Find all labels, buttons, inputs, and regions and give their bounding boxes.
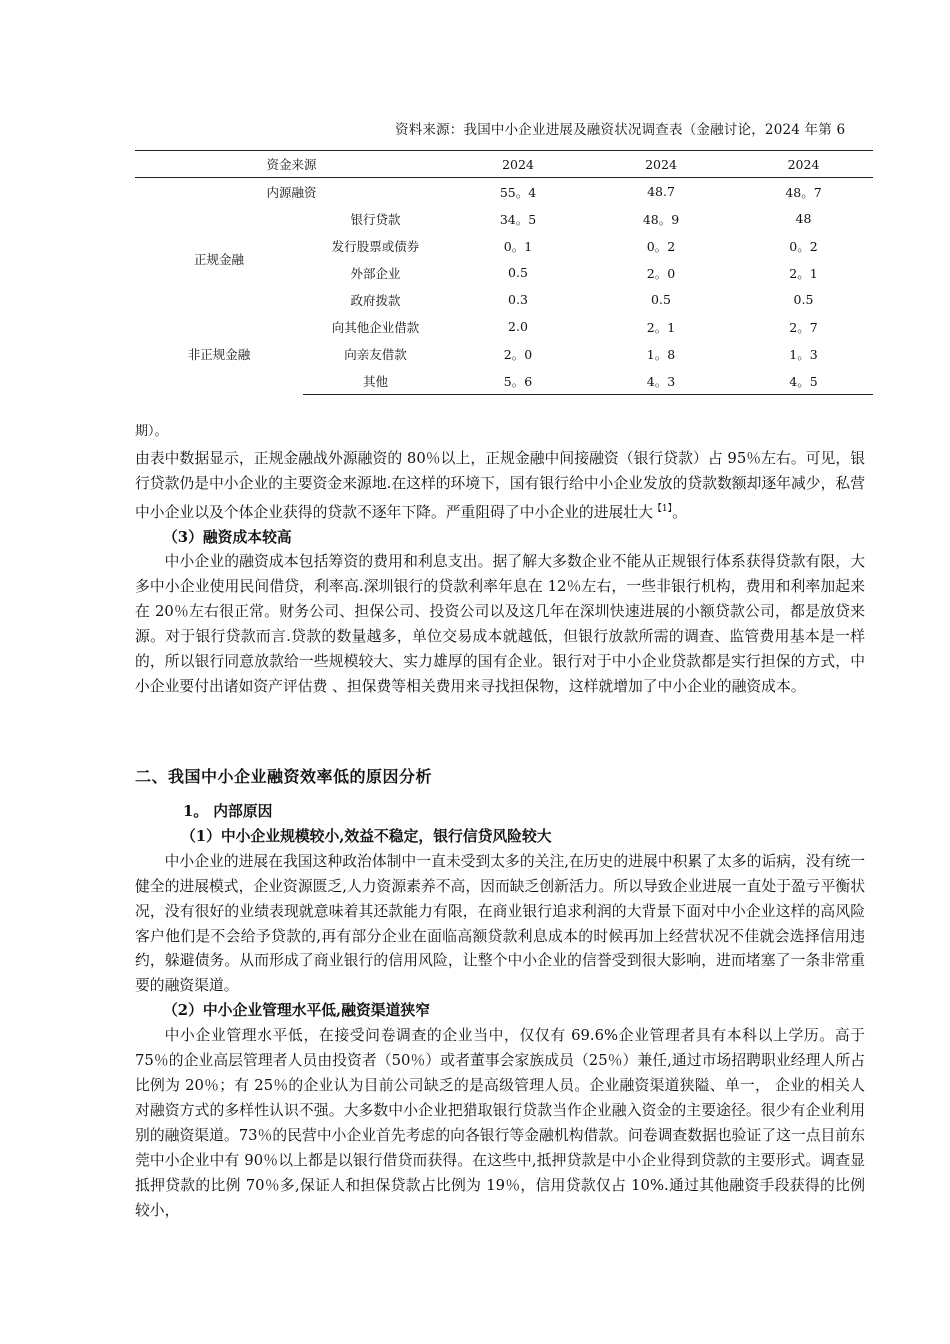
citation-ref: 【1】 — [652, 503, 673, 514]
cell-value: 0。2 — [646, 238, 676, 254]
heading-scale: （1）中小企业规模较小,效益不稳定，银行信贷风险较大 — [181, 827, 552, 845]
cell-value: 2。7 — [789, 319, 818, 335]
paragraph-scale: 中小企业的进展在我国这种政治体制中一直未受到太多的关注,在历史的进展中积累了太多的诟病，没有统一健全的进展模式，企业资源匮乏,人力资源素养不高，因而缺乏创新活力。所以导致企业进展一直处于盈亏平衡状况，没有很好的业绩表现就意味着其还款能力有限，在商业银行追求利润的大背景下面对中小企业这样的高风险客户他们是不会给予贷款的,再有部分企业在面临高额贷款利息成本的时候再加上经营状况不佳就会选择信用违约，躲避债务。从而形成了商业银行的信用风险，让整个中小企业的信誉受到很大影响，进而堵塞了一条非常重要的融资渠道。 — [135, 852, 865, 995]
paragraph-management: 中小企业管理水平低，在接受问卷调查的企业当中，仅仅有 69.6%企业管理者具有本科以上学历。高于 75％的企业高层管理者人员由投资者（50％）或者董事会家族成员（25％）兼任,通过市场招聘职业经理人所占比例为 20％；有 25％的企业认为目前公司缺乏的是高级管理人员。企业融资渠道狭隘、单一， 企业的相关人对融资方式的多样性认识不强。大多数中小企业把猎取银行贷款当作企业融入资金的主要途径。很少有企业利用别的融资渠道。73％的民营中小企业首先考虑的向各银行等金融机构借款。问卷调查数据也验证了这一点目前东莞中小企业中有 90％以上都是以银行借贷而获得。在这些中,抵押贷款是中小企业得到贷款的主要形式。调查显抵押贷款的比例 70％多,保证人和担保贷款占比例为 19％，信用贷款仅占 10%.通过其他融资手段获得的比例较小， — [135, 1027, 865, 1219]
cell-value: 0.5 — [793, 292, 814, 307]
cell-value: 1。8 — [646, 346, 676, 362]
text-block-upper — [135, 420, 865, 700]
table-source-note: 资料来源：我国中小企业进展及融资状况调查表（金融讨论，2024 年第 6 — [395, 122, 846, 138]
cell-value: 2。1 — [646, 319, 676, 335]
heading-management: （2）中小企业管理水平低,融资渠道狭窄 — [163, 1002, 430, 1020]
header-year-2: 2024 — [588, 151, 734, 178]
cell-value: 4。3 — [588, 367, 734, 395]
cell-value: 48。9 — [642, 211, 680, 227]
section-title: 二、我国中小企业融资效率低的原因分析 — [135, 767, 433, 786]
row-label: 向亲友借款 — [344, 346, 407, 362]
group-label-formal: 正规金融 — [193, 252, 244, 267]
cell-value: 1。3 — [789, 346, 818, 362]
row-label: 政府拨款 — [350, 292, 401, 308]
heading-internal-reasons: 1。 内部原因 — [183, 803, 273, 820]
paragraph-data-end: 。 — [672, 503, 687, 521]
text-block-lower — [135, 800, 865, 1223]
row-label: 内源融资 — [266, 184, 317, 200]
cell-value: 34。5 — [499, 211, 537, 227]
paragraph-data-text: 由表中数据显示，正规金融战外源融资的 80％以上，正规金融中间接融资（银行贷款）占 95％左右。可见，银行贷款仍是中小企业的主要资金来源地.在这样的环境下，国有银行给中小企业发放的贷款数额却逐年减少，私营中小企业以及个体企业获得的贷款不逐年下降。严重阻碍了中小企业的进展壮大 — [135, 449, 865, 521]
table-header-row — [135, 151, 873, 178]
cell-value: 0。2 — [789, 238, 818, 254]
group-label-informal: 非正规金融 — [187, 346, 251, 362]
cell-value: 2.0 — [508, 319, 528, 334]
cell-value: 5。6 — [448, 367, 588, 395]
row-label: 向其他企业借款 — [331, 319, 420, 335]
cell-value: 0.3 — [508, 292, 528, 307]
row-label: 银行贷款 — [350, 211, 401, 227]
table-row — [135, 205, 873, 232]
cell-value: 2。1 — [789, 265, 818, 281]
cell-value: 2。0 — [503, 346, 533, 362]
cell-value: 48 — [795, 211, 812, 226]
header-year-1: 2024 — [448, 151, 588, 178]
cell-value: 0.5 — [508, 265, 528, 280]
header-year-3: 2024 — [734, 151, 873, 178]
table-row — [135, 178, 873, 206]
cell-value: 48。7 — [785, 184, 822, 200]
header-source: 资金来源 — [135, 151, 448, 178]
row-label: 其他 — [303, 367, 448, 395]
paragraph-financing-cost: 中小企业的融资成本包括筹资的费用和利息支出。据了解大多数企业不能从正规银行体系获得贷款有限，大多中小企业使用民间借贷，利率高.深圳银行的贷款利率年息在 12％左右，一些非银行机构，费用和利率加起来在 20％左右很正常。财务公司、担保公司、投资公司以及这几年在深圳快速进展的小额贷款公司，都是放贷来源。对于银行贷款而言.贷款的数量越多，单位交易成本就越低，但银行放款所需的调查、监管费用基本是一样的，所以银行同意放款给一些规模较大、实力雄厚的国有企业。银行对于中小企业贷款都是实行担保的方式，中小企业要付出诸如资产评估费 、担保费等相关费用来寻找担保物，这样就增加了中小企业的融资成本。 — [135, 553, 865, 695]
row-label: 外部企业 — [350, 265, 401, 281]
table-row — [135, 313, 873, 340]
paragraph-data-analysis — [135, 447, 865, 526]
financing-source-table — [135, 150, 873, 395]
heading-financing-cost: （3）融资成本较高 — [163, 528, 292, 546]
cell-value: 48.7 — [647, 184, 675, 199]
cell-value: 2。0 — [646, 265, 676, 281]
cell-value: 0.5 — [651, 292, 671, 307]
cell-value: 55。4 — [499, 184, 537, 200]
cell-value: 0。1 — [503, 238, 533, 254]
source-period: 期）。 — [135, 424, 168, 439]
row-label: 发行股票或债券 — [331, 238, 420, 254]
cell-value: 4。5 — [734, 367, 873, 395]
